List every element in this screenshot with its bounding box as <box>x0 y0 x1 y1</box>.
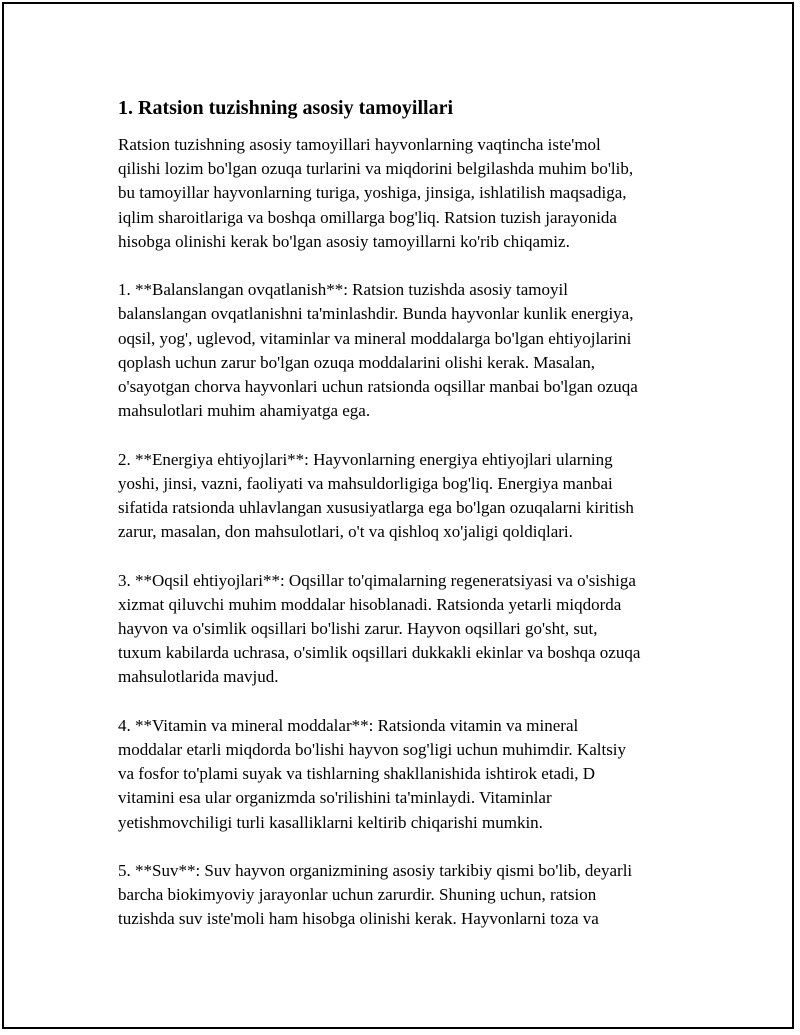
paragraph-line: 1. **Balanslangan ovqatlanish**: Ratsion tuzishda asosiy tamoyil <box>118 280 568 300</box>
paragraph-line: tuzishda suv iste'moli ham hisobga olinishi kerak. Hayvonlarni toza va <box>118 909 599 929</box>
document-title: 1. Ratsion tuzishning asosiy tamoyillari <box>118 97 454 119</box>
paragraph-line: oqsil, yog', uglevod, vitaminlar va mineral moddalarga bo'lgan ehtiyojlarini <box>118 328 632 348</box>
document-body <box>118 95 688 956</box>
paragraph <box>118 569 688 690</box>
paragraph-line: va fosfor to'plami suyak va tishlarning shakllanishida ishtirok etadi, D <box>118 764 596 784</box>
paragraph-line: qoplash uchun zarur bo'lgan ozuqa moddalarini olishi kerak. Masalan, <box>118 352 596 372</box>
paragraph-line: bu tamoyillar hayvonlarning turiga, yoshiga, jinsiga, ishlatilish maqsadiga, <box>118 183 627 203</box>
paragraph-line: 5. **Suv**: Suv hayvon organizmining asosiy tarkibiy qismi bo'lib, deyarli <box>118 861 633 881</box>
paragraph-line: xizmat qiluvchi muhim moddalar hisoblanadi. Ratsionda yetarli miqdorda <box>118 594 622 614</box>
paragraph-list <box>118 133 688 932</box>
paragraph-line: qilishi lozim bo'lgan ozuqa turlarini va miqdorini belgilashda muhim bo'lib, <box>118 159 634 179</box>
paragraph <box>118 133 688 254</box>
paragraph-line: hisobga olinishi kerak bo'lgan asosiy tamoyillarni ko'rib chiqamiz. <box>118 231 570 251</box>
paragraph-line: sifatida ratsionda uhlavlangan xususiyatlarga ega bo'lgan ozuqalarni kiritish <box>118 498 634 518</box>
paragraph-line: yetishmovchiligi turli kasalliklarni keltirib chiqarishi mumkin. <box>118 812 543 832</box>
paragraph-line: yoshi, jinsi, vazni, faoliyati va mahsuldorligiga bog'liq. Energiya manbai <box>118 473 613 493</box>
paragraph-line: mahsulotlari muhim ahamiyatga ega. <box>118 401 371 421</box>
paragraph-line: zarur, masalan, don mahsulotlari, o't va qishloq xo'jaligi qoldiqlari. <box>118 522 573 542</box>
paragraph-line: 2. **Energiya ehtiyojlari**: Hayvonlarning energiya ehtiyojlari ularning <box>118 449 613 469</box>
paragraph-line: vitamini esa ular organizmda so'rilishini ta'minlaydi. Vitaminlar <box>118 788 552 808</box>
paragraph-line: 4. **Vitamin va mineral moddalar**: Ratsionda vitamin va mineral <box>118 715 579 735</box>
paragraph <box>118 278 688 423</box>
paragraph <box>118 448 688 545</box>
paragraph-line: barcha biokimyoviy jarayonlar uchun zarurdir. Shuning uchun, ratsion <box>118 885 597 905</box>
paragraph-line: o'sayotgan chorva hayvonlari uchun ratsionda oqsillar manbai bo'lgan ozuqa <box>118 377 638 397</box>
paragraph-line: balanslangan ovqatlanishni ta'minlashdir. Bunda hayvonlar kunlik energiya, <box>118 304 634 324</box>
paragraph-line: hayvon va o'simlik oqsillari bo'lishi zarur. Hayvon oqsillari go'sht, sut, <box>118 619 598 639</box>
paragraph-line: Ratsion tuzishning asosiy tamoyillari hayvonlarning vaqtincha iste'mol <box>118 135 601 154</box>
paragraph <box>118 859 688 932</box>
paragraph-line: iqlim sharoitlariga va boshqa omillarga bog'liq. Ratsion tuzish jarayonida <box>118 207 617 227</box>
paragraph-line: tuxum kabilarda uchrasa, o'simlik oqsillari dukkakli ekinlar va boshqa ozuqa <box>118 643 641 663</box>
paragraph <box>118 714 688 835</box>
paragraph-line: moddalar etarli miqdorda bo'lishi hayvon sog'ligi uchun muhimdir. Kaltsiy <box>118 740 627 760</box>
paragraph-line: 3. **Oqsil ehtiyojlari**: Oqsillar to'qimalarning regeneratsiyasi va o'sishiga <box>118 570 636 590</box>
paragraph-line: mahsulotlarida mavjud. <box>118 667 279 687</box>
